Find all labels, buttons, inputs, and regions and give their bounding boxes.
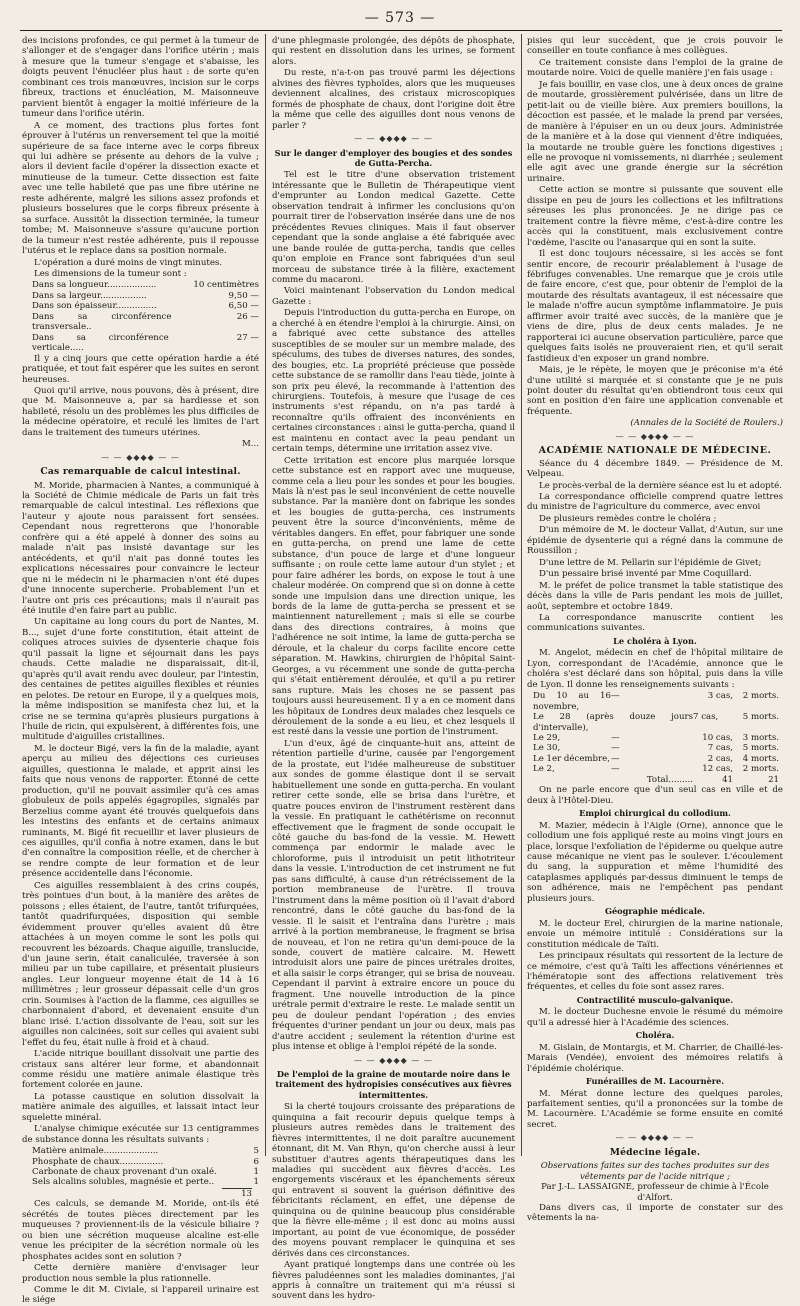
paragraph: Du reste, n'a-t-on pas trouvé parmi les déjections alvines des fièvres typhoïdes, alors que les muqueuses deviennent alcalines, des cristaux microscopiques formés de phosphate de chaux, dont l'origine doit être la même que celle des aiguilles dont nous venons de parler ? [272, 68, 515, 131]
paragraph: M. Angelot, médecin en chef de l'hôpital militaire de Lyon, correspondant de l'Académie, annonce que le choléra s'est déclaré dans son hôpital, puis dans la ville de Lyon. Il donne les renseignements suivants : [527, 648, 783, 690]
dimensions-table [22, 280, 259, 353]
ornament-divider [272, 1056, 515, 1066]
section-heading: Médecine légale. [609, 1146, 701, 1158]
table-row: Dans sa longueur.................. 10 centimètres [32, 280, 259, 291]
paragraph: M. Mérat donne lecture des quelques paroles, parfaitement senties, qu'il a prononcées sur la tombe de M. Lacournère. L'Académie se forme ensuite en comité secret. [527, 1088, 783, 1130]
ornament-divider [22, 453, 259, 463]
paragraph: Les dimensions de la tumeur sont : [34, 268, 187, 279]
paragraph: Le procès-verbal de la dernière séance est lu et adopté. [539, 480, 782, 491]
paragraph: Il y a cinq jours que cette opération hardie a été pratiquée, et tout fait espérer que les suites en seront heureuses. [22, 353, 259, 385]
paragraph: Cette dernière manière d'envisager leur production nous semble la plus rationnelle. [22, 1263, 259, 1284]
analysis-total: 13 [222, 1188, 252, 1199]
ornament-divider [527, 432, 783, 442]
paragraph: M. Mazier, médecin à l'Aigle (Orne), annonce que le collodium une fois appliqué reste au moins vingt jours en place, lorsque l'exfoliation de l'épiderme ou quelque autre cause mécanique ne vient pas le soulever. L'écoulement du sang, la suppuration et même l'humidité des cataplasmes appliqués par-dessus diminuent le temps de son adhérence, mais ne l'empêchent pas pendant plusieurs jours. [527, 820, 783, 904]
top-rule [20, 30, 782, 31]
paragraph: Comme le dit M. Civiale, si l'appareil urinaire est le siége [22, 1285, 259, 1306]
paragraph: D'une lettre de M. Pellarin sur l'épidémie de Givet; [539, 557, 762, 568]
paragraph: Ces calculs, se demande M. Moride, ont-ils été sécrétés de toutes pièces directement par les muqueuses ? proviennent-ils de la vésicule biliaire ? ou bien une sécrétion muqueuse alcaline est-elle venue les précipiter de la sécrétion normale où les phosphates acides sont en solution ? [22, 1199, 259, 1262]
paragraph: Tel est le titre d'une observation tristement intéressante que le Bulletin de Thérapeutique vient d'emprunter au London medical Gazette. Cette observation tendrait à infirmer les conclusions qu'on pourrait tirer de l'observation insérée dans une de nos précédentes Revues cliniques. Mais il faut observer cependant que la sonde anglaise a été fabriquée avec une bande roulée de gutta-percha, tandis que celles qu'on emploie en France sont fabriquées d'un seul morceau de substance tirée à la filière, exactement comme du macaroni. [272, 170, 515, 285]
paragraph: A ce moment, des tractions plus fortes font éprouver à l'utérus un renversement tel que la moitié supérieure de sa face interne avec le corps fibreux qui lui adhère se présente au dehors de la vulve ; alors il devient facile d'opérer la dissection exacte et minutieuse de la tumeur. Cette dissection est faite avec une telle habileté que pas une fibre utérine ne reste adhérente, malgré les silions assez profonds et plusieurs bosselures que le corps fibreux présente à sa surface. Aussitôt la dissection terminée, la tumeur tombe; M. Maisonneuve s'assure qu'aucune portion de la tumeur n'est restée adhérente, puis il repousse l'utérus et le replace dans sa position normale. [22, 120, 259, 257]
paragraph: Mais, je le répète, le moyen que je préconise m'a été d'une utilité si marquée et si constante que je ne puis point douter du résultat qu'en obtiendront tous ceux qui sont en position d'en faire une application convenable et fréquente. [527, 365, 783, 417]
section-heading: Choléra. [635, 1030, 675, 1041]
paragraph: Les principaux résultats qui ressortent de la lecture de ce mémoire, c'est qu'à Taïti les affections vénériennes et l'hémératopie sont des affections relativement très fréquentes, et celles du foie sont assez rares. [527, 951, 783, 993]
paragraph: La correspondance officielle comprend quatre lettres du ministre de l'agriculture du commerce, avec envoi [527, 492, 783, 513]
paragraph: M. le docteur Erel, chirurgien de la marine nationale, envoie un mémoire intitulé : Considérations sur la constitution médicale de Taïti. [527, 918, 783, 950]
column-2 [272, 36, 515, 1302]
paragraph: La correspondance manuscrite contient les communications suivantes. [527, 613, 783, 634]
table-row: Dans son épaisseur............... 6,50 — [32, 301, 259, 312]
table-row: Sels alcalins solubles, magnésie et perte.. 1 [32, 1177, 259, 1188]
section-heading: De l'emploi de la graine de moutarde noire dans le traitement des hydropisies consécutives aux fièvres intermittentes. [275, 1068, 512, 1100]
paragraph: Séance du 4 décembre 1849. — Présidence de M. Velpeau. [527, 458, 783, 480]
ornament-divider [272, 134, 515, 144]
table-row: Dans sa circonférence transversale.. 26 — [32, 311, 259, 333]
paragraph: Cette irritation est encore plus marquée lorsque cette substance est en rapport avec une muqueuse, comme cela a lieu pour les sondes et pour les bougies. Mais là n'est pas le seul inconvénient de cette nouvelle substance. Par la manière dont on fabrique les sondes et les bougies de gutta-percha, ces instruments peuvent être la source d'inconvénients, même de véritables dangers. En effet, pour fabriquer une sonde en gutta-percha, on prend une lame de cette substance, d'un pouce de large et d'une longueur suffisante ; on roule cette lame autour d'un stylet ; et pour faire adhérer les bords, on expose le tout à une chaleur modérée. On comprend que si on donne à cette sonde une impulsion dans une direction unique, les bords de la lame de gutta-percha se pressent et se maintiennent naturellement ; mais si elle se courbe dans des directions contraires, à moins que l'adhérence ne soit intime, la lame de gutta-percha se déroule, et la chaleur du corps facilite encore cette séparation. M. Hawkins, chirurgien de l'hôpital Saint-Georges, a vu récemment une sonde de gutta-percha qui s'était entièrement déroulée, et qu'il a pu retirer sans rupture. Mais les choses ne se passent pas toujours aussi heureusement. Il y a en ce moment dans les hôpitaux de Londres deux malades chez lesquels ce déroulement de la sonde a eu lieu, et chez lesquels il est resté dans la vessie une portion de l'instrument. [272, 455, 515, 738]
section-heading: Funérailles de M. Lacournère. [585, 1076, 725, 1087]
table-row: Le 28 (après douze jours d'intervalle), 7 cas, 5 morts. [533, 712, 779, 733]
paragraph: Cette action se montre si puissante que souvent elle dissipe en peu de jours les collections et les infiltrations séreuses les plus prononcées. Je ne dirige pas ce traitement contre la fièvre même, c'est-à-dire contre les accès qui la constituent, mais exclusivement contre l'œdème, l'ascite ou l'anasarque qui en sont la suite. [527, 185, 783, 248]
table-row: Carbonate de chaux provenant d'un oxalé. 1 [32, 1167, 259, 1178]
paragraph: Ayant pratiqué longtemps dans une contrée où les fièvres paludéennes sont les maladies dominantes, j'ai appris à connaître un traitement qui m'a réussi si souvent dans les hydro- [272, 1260, 515, 1302]
table-total-row: Total......... 41 21 [646, 774, 779, 785]
table-row: Dans sa circonférence verticale..... 27 — [32, 332, 259, 354]
paragraph: pisies qui leur succèdent, que je crois pouvoir le conseiller en toute confiance à mes collègues. [527, 36, 783, 57]
paragraph: Voici maintenant l'observation du London medical Gazette : [272, 286, 515, 307]
paragraph: Il est donc toujours nécessaire, si les accès se font sentir encore, de recourir préalablement à l'usage de fébrifuges convenables. Une remarque que je crois utile de faire encore, c'est que, pour obtenir de l'emploi de la moutarde des résultats avantageux, il est nécessaire que le malade n'offre aucun symptôme inflammatoire. Je puis affirmer avoir traité avec succès, de la manière que je viens de dire, plus de deux cents malades. Je ne rapporterai ici aucune observation particulière, parce que quelques faits isolés ne prouveraient rien, et qu'il serait fastidieux d'en exposer un grand nombre. [527, 249, 783, 364]
paragraph: De plusieurs remèdes contre le choléra ; [539, 513, 717, 524]
column-3 [527, 36, 783, 1224]
paragraph: Un capitaine au long cours du port de Nantes, M. B..., sujet d'une forte constitution, était atteint de coliques atroces suivies de dysenterie chaque fois qu'il passait la ligne et séjournait dans les pays chauds. Cette maladie ne disparaissait, dit-il, qu'après qu'il avait rendu avec douleur, par l'intestin, des centaines de petites aiguilles flexibles et réunies en pelotes. De retour en Europe, il y a quelques mois, la même indisposition se manifesta chez lui, et la crise ne se termina qu'après plusieurs purgations à l'huile de ricin, qui expulsèrent, à différentes fois, une multitude d'aiguilles cristallines. [22, 617, 259, 743]
paragraph: L'acide nitrique bouillant dissolvait une partie des cristaux sans altérer leur forme, et abandonnait comme résidu une matière animale élastique très fortement colorée en jaune. [22, 1049, 259, 1091]
table-row: Du 10 au 16 novembre, — 3 cas, 2 morts. [533, 691, 779, 712]
table-row: Le 1er décembre, — 2 cas, 4 morts. [533, 753, 779, 764]
table-row: Dans sa largeur................. 9,50 — [32, 290, 259, 301]
paragraph: L'un d'eux, âgé de cinquante-huit ans, atteint de rétention partielle d'urine, causée par l'engorgement de la prostate, eut l'idée malheureuse de substituer aux sondes de gomme élastique dont il se servait habituellement une sonde en gutta-percha. En voulant retirer cette sonde, elle se brisa dans l'urètre, et quatre pouces environ de l'instrument restèrent dans la vessie. En pratiquant le cathétérisme on reconnut effectivement que le fragment de sonde occupait le côté gauche du bas-fond de la vessie. M. Hewett commença par endormir le malade avec le chloroforme, puis il introduisit un petit lithotriteur dans la vessie. L'introduction de cet instrument ne fut pas sans difficulté, à cause d'un rétrécissement de la portion membraneuse de l'urètre. Il trouva l'instrument dans la même position où il l'avait d'abord rencontré, dans le côté gauche du bas-fond de la vessie. Il le saisit et l'entraîna dans l'urètre ; mais arrivé à la portion membraneuse, le fragment se brisa de nouveau, et l'on ne retira qu'un demi-pouce de la sonde, couvert de matière calcaire. M. Hewett introduisit alors une paire de pinces urétrales droites, et alla saisir le corps étranger, qui se brisa de nouveau. Cependant il parvint à extraire encore un pouce du fragment. Une nouvelle introduction de la pince urétrale permit d'extraire le reste. Le malade sentit un peu de douleur pendant l'opération ; des envies fréquentes d'uriner pendant un jour ou deux, mais pas d'autre accident ; seulement la rétention d'urine est plus intense et oblige à l'emploi répété de la sonde. [272, 738, 515, 1053]
section-heading: ACADÉMIE NATIONALE DE MÉDECINE. [538, 445, 772, 457]
section-heading: Le choléra à Lyon. [613, 635, 697, 646]
table-row: Le 2, — 12 cas, 2 morts. [533, 764, 779, 775]
paragraph: L'analyse chimique exécutée sur 13 centigrammes de substance donna les résultats suivants : [22, 1124, 259, 1145]
paragraph: Ce traitement consiste dans l'emploi de la graine de moutarde noire. Voici de quelle manière j'en fais usage : [527, 57, 783, 79]
paragraph: L'opération a duré moins de vingt minutes. [34, 257, 223, 268]
article-author: Par J.-L. LASSAIGNE, professeur de chimie à l'École d'Alfort. [541, 1182, 769, 1203]
paragraph: des incisions profondes, ce qui permet à la tumeur de s'allonger et de s'engager dans l'orifice utérin ; mais à mesure que la tumeur s'engage et s'abaisse, les doigts peuvent l'énucléer plus haut : de sorte qu'en combinant ces trois manœuvres, incision sur le corps fibreux, tractions et énucléation, M. Maisonneuve parvient bientôt à engager la moitié inférieure de la tumeur dans l'orifice utérin. [22, 36, 259, 120]
signature: M... [242, 439, 259, 450]
table-row: Matière animale.................... 5 [32, 1146, 259, 1157]
article-subtitle: Observations faites sur des taches produites sur des vêtements par de l'acide nitrique ; [540, 1161, 770, 1182]
paragraph: M. Moride, pharmacien à Nantes, a communiqué à la Société de Chimie médicale de Paris un fait très remarquable de calcul intestinal. Les réflexions que l'auteur y ajoute nous paraissent fort sensées. Cependant nous regretterons que l'honorable confrère qui a été appelé à donner des soins au malade n'ait pas insisté davantage sur les antécédents, et qu'il n'ait pas donné toutes les explications nécessaires pour convaincre le lecteur que ni le médecin ni le pharmacien n'ont été dupes d'une innocente supercherie. Probablement l'un et l'autre ont pris ces précautions; mais il n'aurait pas été inutile d'en faire part au public. [22, 480, 259, 617]
paragraph: Quoi qu'il arrive, nous pouvons, dès à présent, dire que M. Maisonneuve a, par sa hardiesse et son habileté, résolu un des problèmes les plus difficiles de la médecine opératoire, et reculé les limites de l'art dans le traitement des tumeurs utérines. [22, 385, 259, 438]
paragraph: Je fais bouillir, en vase clos, une à deux onces de graine de moutarde, grossièrement pulvérisée, dans un litre de petit-lait ou de vieille bière. Aux premiers bouillons, la décoction est passée, et le malade la prend par versées, de manière à l'épuiser en un ou deux jours. Administrée de la manière et à la dose qui viennent d'être indiquées, la moutarde ne trouble guère les fonctions digestives ; elle ne provoque ni vomissements, ni diarrhée ; seulement elle agit avec une grande énergie sur la sécrétion urinaire. [527, 79, 783, 184]
column-divider-1 [265, 34, 266, 1156]
section-heading: Emploi chirurgical du collodium. [579, 808, 731, 819]
paragraph: Ces aiguilles ressemblaient à des crins coupés, très pointues d'un bout, à la manière des arêtes de poissons ; elles étaient, de l'autre, tantôt trifurquées, tantôt quadrifurquées, disposition qui semble évidemment prouver qu'elles avaient dû être attachées à un moyen comme le sont les poils qui recouvrent les bézoards. Chaque aiguille, translucide, d'un jaune serin, était canaliculée, traversée à son milieu par un tube capillaire, et présentait plusieurs angles. Leur longueur moyenne était de 14 à 16 millimètres ; leur grosseur dépassait celle d'un gros crin. Soumises à l'action de la flamme, ces aiguilles se charbonnaient d'abord, et devenaient ensuite d'un blanc irisé. L'action dissolvante de l'eau, soit sur les aiguilles non calcinées, soit sur celles qui avaient subi l'effet du feu, était nulle à froid et à chaud. [22, 880, 259, 1048]
table-row: Le 29, — 10 cas, 3 morts. [533, 733, 779, 743]
analysis-table [22, 1146, 259, 1199]
section-heading: Cas remarquable de calcul intestinal. [40, 466, 241, 478]
paragraph: Depuis l'introduction du gutta-percha en Europe, on a cherché à en étendre l'emploi à la chirurgie. Ainsi, on a fabriqué avec cette substance des attelles susceptibles de se mouler sur un membre malade, des spéculums, des tubes de diverses natures, des sondes, des bougies, etc. La propriété précieuse que possède cette substance de se ramollir dans l'eau tiède, jointe à son prix peu élevé, la recommande à l'attention des chirurgiens. Toutefois, à mesure que l'usage de ces instruments s'est répandu, on n'a pas tardé à reconnaître qu'ils offraient des inconvénients en certaines circonstances : ainsi le gutta-percha, quand il est maintenu en contact avec la peau pendant un certain temps, détermine une irritation assez vive. [272, 308, 515, 455]
section-heading: Géographie médicale. [604, 906, 706, 917]
table-row: Phosphate de chaux................ 6 [32, 1156, 259, 1167]
source-citation: (Annales de la Société de Roulers.) [630, 418, 783, 429]
table-row: Le 30, — 7 cas, 5 morts. [533, 743, 779, 754]
page-number: — 573 — [364, 10, 436, 26]
paragraph: M. Gislain, de Montargis, et M. Charrier, de Chaillé-les-Marais (Vendée), envoient des mémoires relatifs à l'épidémie cholérique. [527, 1042, 783, 1074]
paragraph: M. le docteur Duchesne envoie le résumé du mémoire qu'il a adressé hier à l'Académie des sciences. [527, 1007, 783, 1028]
column-1 [22, 36, 259, 1306]
ornament-divider [527, 1133, 783, 1143]
section-heading: Sur le danger d'employer des bougies et des sondes de Gutta-Percha. [274, 147, 513, 168]
paragraph: D'un mémoire de M. le docteur Vallat, d'Autun, sur une épidémie de dysenterie qui a régné dans la commune de Roussillon ; [527, 525, 783, 557]
paragraph: M. le préfet de police transmet la table statistique des décès dans la ville de Paris pendant les mois de juillet, août, septembre et octobre 1849. [527, 580, 783, 612]
column-divider-2 [521, 34, 522, 1156]
paragraph: D'un pessaire brisé inventé par Mme Coquillard. [539, 569, 752, 580]
paragraph: La potasse caustique en solution dissolvait la matière animale des aiguilles, et laissait intact leur squelette minéral. [22, 1091, 259, 1123]
paragraph: M. le docteur Bigé, vers la fin de la maladie, ayant aperçu au milieu des déjections ces curieuses aiguilles, questionna le malade, et apprit ainsi les faits que nous venons de rapporter. Étonné de cette production, qu'il ne pouvait assimiler qu'à ces amas globuleux de poils appelés égagropiles, signalés par Berzelius comme ayant été trouvés quelquefois dans les intestins des enfants et de certains animaux ruminants, M. Bigé fit recueillir et laver plusieurs de ces aiguilles, qu'il confia à notre examen, dans le but d'en connaître la composition réelle, et de chercher à se rendre compte de leur formation et de leur présence accidentelle dans l'économie. [22, 743, 259, 880]
paragraph: Si la cherté toujours croissante des préparations de quinquina a fait recourir depuis quelque temps à plusieurs autres remèdes dans le traitement des fièvres intermittentes, il ne doit paraître aucunement étonnant, dit M. Van Rhyn, qu'on cherche aussi à leur substituer d'autres agents thérapeutiques dans les maladies qui succèdent aux fièvres d'accès. Les engorgements viscéraux et les épanchements séreux qui entravent si souvent la guérison définitive des fébricitants réclament, en effet, une dépense de quinquina ou de quinine beaucoup plus considérable que la fièvre elle-même ; il est donc au moins aussi important, au point de vue économique, de posséder des moyens pouvant remplacer le quinquina et ses dérivés dans ces circonstances. [272, 1102, 515, 1259]
paragraph: d'une phlegmasie prolongée, des dépôts de phosphate, qui restent en dissolution dans les urines, se forment alors. [272, 36, 515, 67]
cholera-cases-table [527, 691, 783, 785]
paragraph: On ne parle encore que d'un seul cas en ville et de deux à l'Hôtel-Dieu. [527, 785, 783, 806]
paragraph: Dans divers cas, il importe de constater sur des vêtements la na- [527, 1203, 783, 1224]
section-heading: Contractilité musculo-galvanique. [576, 994, 734, 1005]
